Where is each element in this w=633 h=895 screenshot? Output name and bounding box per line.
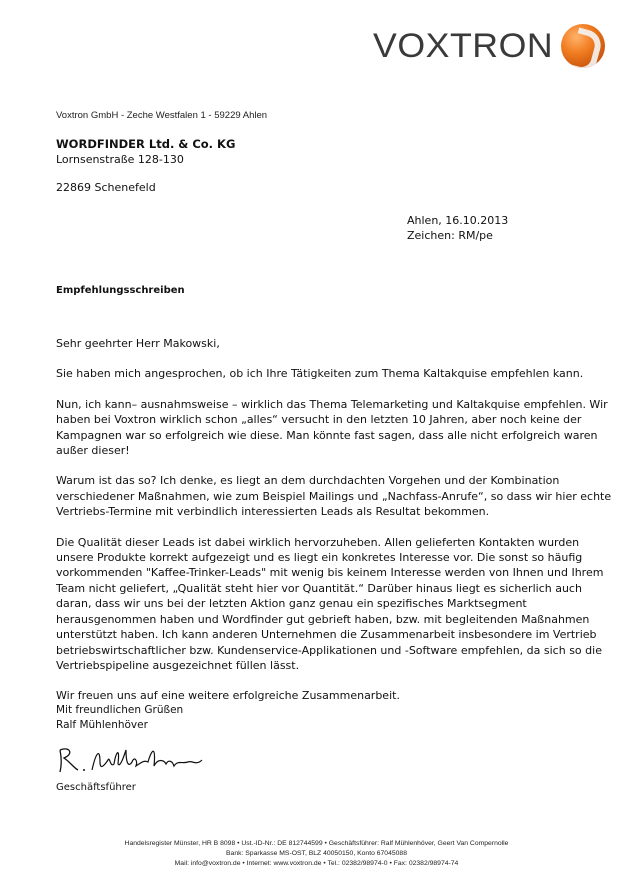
- letter-footer: [0, 839, 633, 869]
- paragraph: Warum ist das so? Ich denke, es liegt an dem durchdachten Vorgehen und der Kombination verschiedener Maßnahmen, wie zum Beispiel Mailings und „Nachfass-Anrufe“, so dass wir hier echte Vertriebs-Termine mit verbindlich interessierten Leads als Resultat bekommen.: [56, 474, 612, 519]
- recipient-company: WORDFINDER Ltd. & Co. KG: [56, 137, 236, 151]
- letter-body: [56, 336, 616, 719]
- signer-name: Ralf Mühlenhöver: [56, 719, 148, 731]
- salutation: Sehr geehrter Herr Makowski,: [56, 337, 220, 350]
- closing-greeting: Mit freundlichen Grüßen: [56, 704, 184, 716]
- signer-title: Geschäftsführer: [56, 782, 136, 793]
- footer-registry: Handelsregister Münster, HR B 8098 • Ust.-ID-Nr.: DE 812744599 • Geschäftsführer: Ralf Mühlenhöver, Geert Van Compernolle: [124, 840, 509, 847]
- handwritten-signature: [56, 742, 206, 778]
- letter-subject: Empfehlungsschreiben: [56, 285, 185, 296]
- sender-address-line: Voxtron GmbH - Zeche Westfalen 1 - 59229 Ahlen: [56, 110, 268, 121]
- footer-bank: Bank: Sparkasse MS-OST, BLZ 40050150, Konto 67045088: [226, 850, 407, 857]
- recipient-city: 22869 Schenefeld: [56, 181, 156, 194]
- paragraph: Wir freuen uns auf eine weitere erfolgreiche Zusammenarbeit.: [56, 689, 400, 703]
- recipient-street: Lornsenstraße 128-130: [56, 153, 184, 166]
- logo-sphere-icon: [561, 24, 605, 68]
- paragraph: Nun, ich kann– ausnahmsweise – wirklich das Thema Telemarketing und Kaltakquise empfehlen. Wir haben bei Voxtron wirklich schon „alles“ versucht in den letzten 10 Jahren, aber noch keine der Kampagnen war so erfolgreich wie diese. Man könnte fast sagen, dass alle nicht erfolgreich waren außer dieser!: [56, 397, 608, 458]
- letter-date: Ahlen, 16.10.2013: [407, 214, 509, 227]
- reference-sign: Zeichen: RM/pe: [407, 229, 493, 242]
- date-block: [407, 213, 508, 243]
- footer-contact: Mail: info@voxtron.de • Internet: www.voxtron.de • Tel.: 02382/98974-0 • Fax: 02382/98974-74: [174, 860, 459, 867]
- paragraph: Sie haben mich angesprochen, ob ich Ihre Tätigkeiten zum Thema Kaltakquise empfehlen kann.: [56, 367, 584, 381]
- paragraph: Die Qualität dieser Leads ist dabei wirklich hervorzuheben. Allen gelieferten Kontakten wurden unsere Produkte korrekt aufgezeigt und es liegt ein konkretes Interesse vor. Die sonst so häufig vorkommenden "Kaffee-Trinker-Leads" mit wenig bis keinem Interesse werden von Ihnen und Ihrem Team nicht geliefert, „Qualität steht hier vor Quantität.“ Darüber hinaus liegt es sicherlich auch daran, dass wir uns bei der letzten Aktion ganz genau ein spezifisches Marktsegment herausgenommen haben und Wordfinder gut gebrieft haben, bzw. mit begleitenden Maßnahmen unterstützt haben. Ich kann anderen Unternehmen die Zusammenarbeit insbesondere im Vertrieb betriebswirtschaftlicher bzw. Kundenservice-Applikationen und -Software empfehlen, da sich so die Vertriebspipeline ausgezeichnet füllen lässt.: [56, 535, 604, 672]
- company-logo: [373, 24, 605, 68]
- recipient-address: [56, 136, 235, 196]
- logo-wordmark: VOXTRON: [373, 26, 554, 65]
- closing: [56, 703, 183, 733]
